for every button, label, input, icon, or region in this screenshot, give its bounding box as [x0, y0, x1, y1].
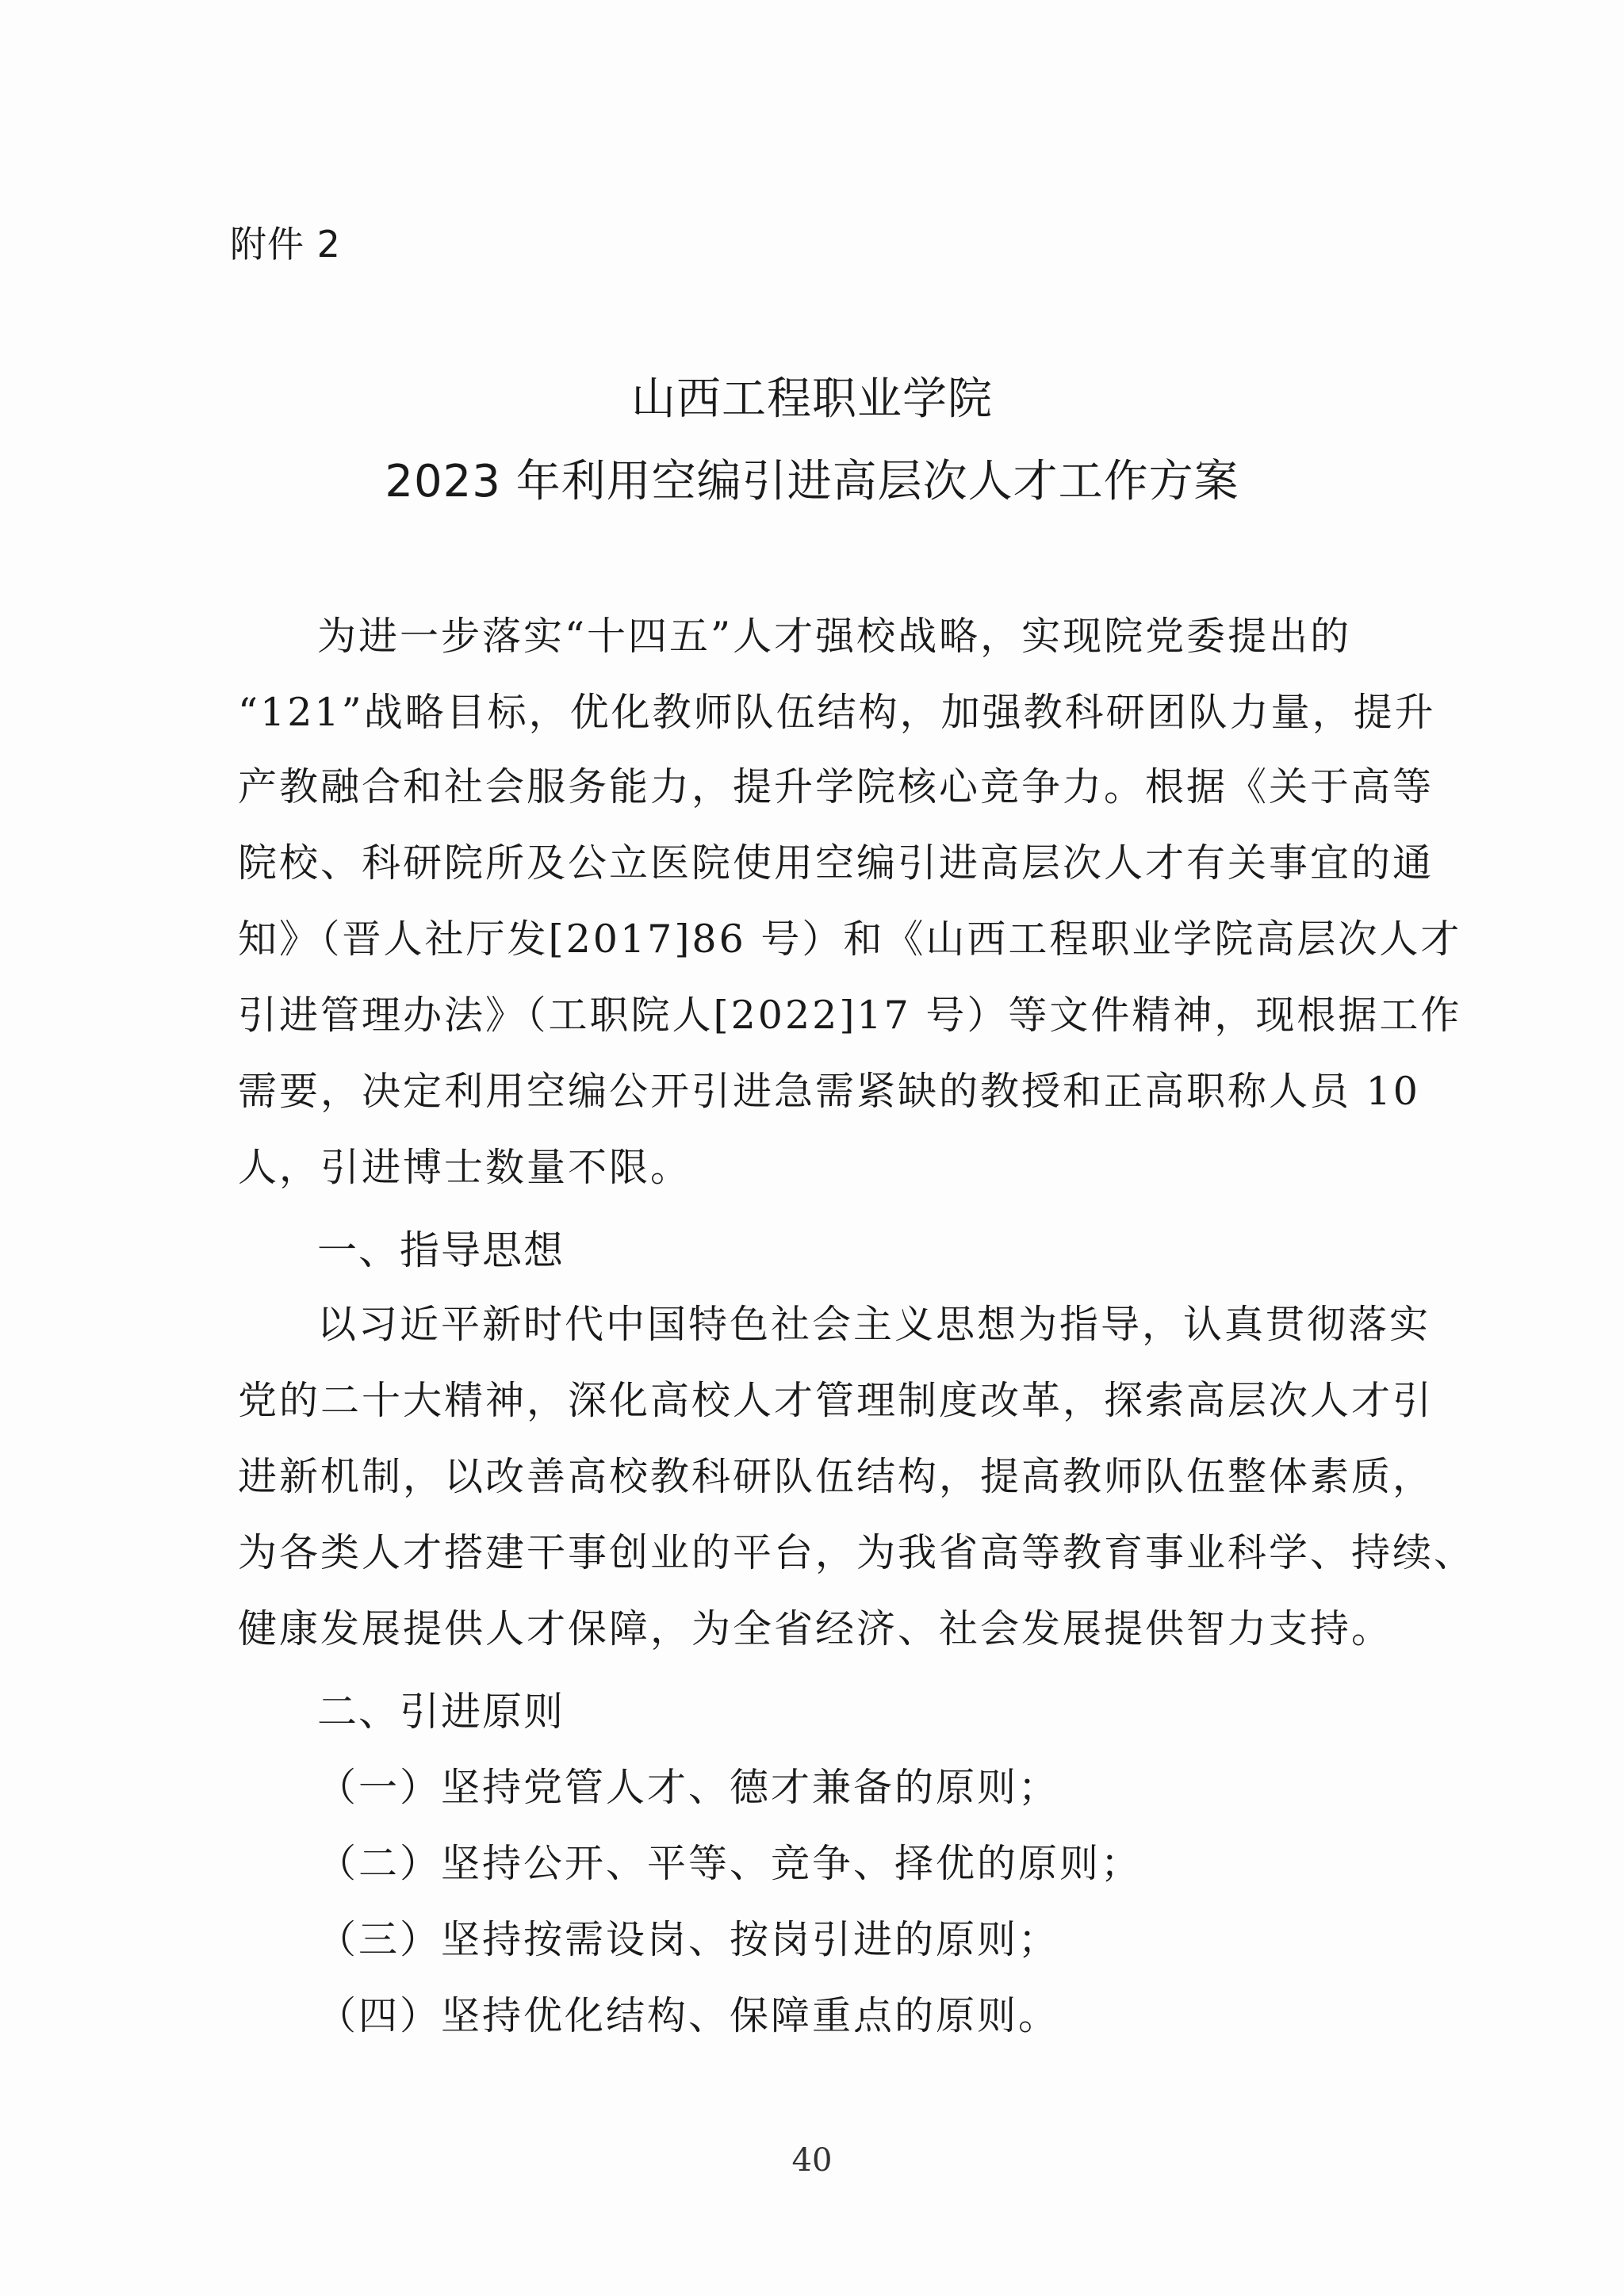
intro-line: 人，引进博士数量不限。: [238, 1145, 692, 1190]
intro-line: 为进一步落实“十四五”人才强校战略，实现院党委提出的: [317, 614, 1352, 659]
section1-line: 以习近平新时代中国特色社会主义思想为指导，认真贯彻落实: [317, 1302, 1431, 1347]
attachment-label: 附件 2: [230, 223, 341, 266]
intro-line: “121”战略目标，优化教师队伍结构，加强教科研团队力量，提升: [238, 690, 1436, 735]
page-number: 40: [791, 2142, 833, 2179]
section1-line: 党的二十大精神，深化高校人才管理制度改革，探索高层次人才引: [238, 1378, 1434, 1423]
principle-item: （三）坚持按需设岗、按岗引进的原则；: [317, 1917, 1060, 1962]
principle-item: （二）坚持公开、平等、竞争、择优的原则；: [317, 1841, 1143, 1886]
intro-line: 引进管理办法》（工职院人[2022]17 号）等文件精神，现根据工作: [238, 993, 1462, 1038]
principle-item: （四）坚持优化结构、保障重点的原则。: [317, 1993, 1060, 2038]
principle-item: （一）坚持党管人才、德才兼备的原则；: [317, 1765, 1060, 1810]
document-title-line-2: 2023 年利用空编引进高层次人才工作方案: [385, 456, 1239, 507]
intro-line: 产教融合和社会服务能力，提升学院核心竞争力。根据《关于高等: [238, 764, 1434, 809]
section1-line: 健康发展提供人才保障，为全省经济、社会发展提供智力支持。: [238, 1606, 1393, 1651]
intro-line: 知》（晋人社厅发[2017]86 号）和《山西工程职业学院高层次人才: [238, 916, 1462, 962]
document-title-line-1: 山西工程职业学院: [631, 373, 993, 425]
section1-line: 进新机制，以改善高校教科研队伍结构，提高教师队伍整体素质，: [238, 1454, 1434, 1499]
section1-line: 为各类人才搭建干事创业的平台，为我省高等教育事业科学、持续、: [238, 1530, 1476, 1575]
section-heading-guiding-ideology: 一、指导思想: [317, 1227, 565, 1273]
intro-line: 院校、科研院所及公立医院使用空编引进高层次人才有关事宜的通: [238, 840, 1434, 886]
section-heading-principles: 二、引进原则: [317, 1689, 565, 1735]
intro-line: 需要，决定利用空编公开引进急需紧缺的教授和正高职称人员 10: [238, 1069, 1420, 1114]
